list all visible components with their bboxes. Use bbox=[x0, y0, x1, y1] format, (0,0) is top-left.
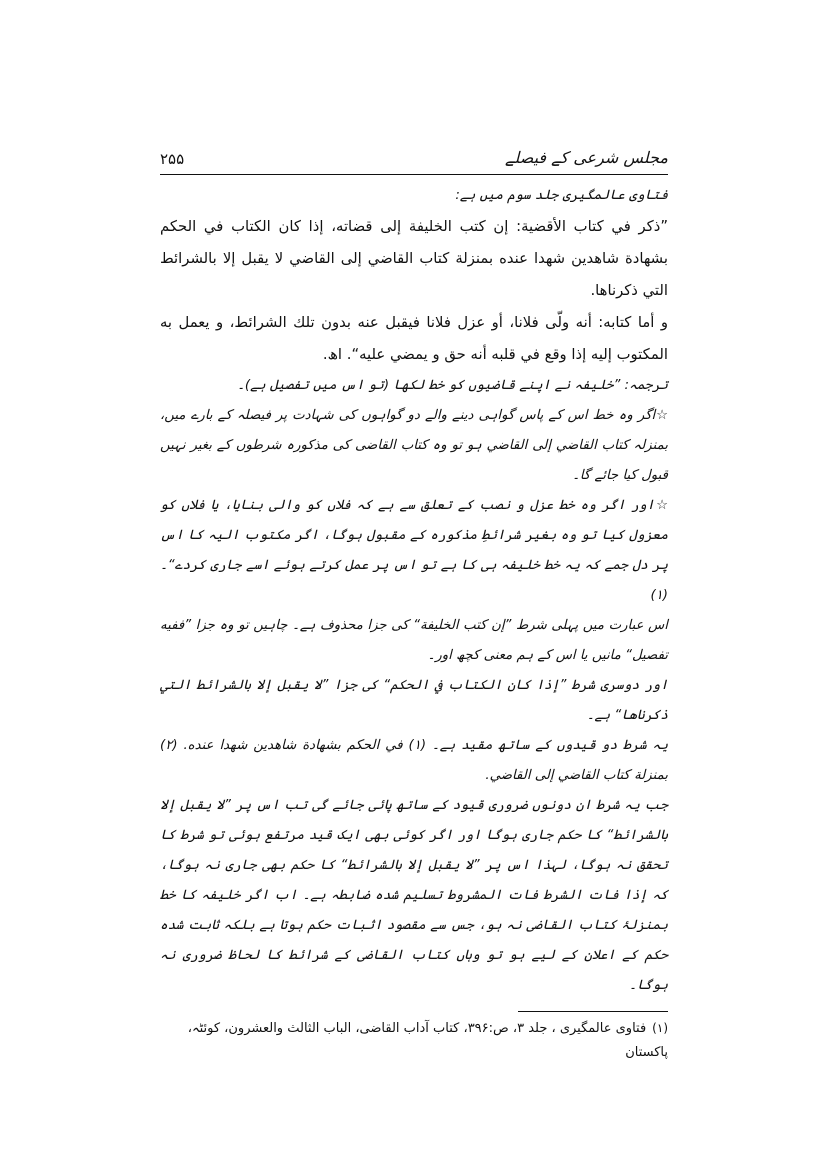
footnote-divider bbox=[518, 1011, 668, 1012]
analysis-paragraph-4: جب یہ شرط ان دونوں ضروری قیود کے ساتھ پائی جائے گی تب اس پر ”لا يقبل إلا بالشرائط“ کا حکم جاری ہوگا اور اگر کوئی بھی ایک قید مرتفع ہوئی تو شرط کا تحقق نہ ہوگا، لہذا اس پر ”لا يقبل إلا بالشرائط“ کا حکم بھی جاری نہ ہوگا، کہ إذا فات الشرط فات المشروط تسلیم شدہ ضابطہ ہے۔ اب اگر خلیفہ کا خط بمنزلۂ کتاب القاضی نہ ہو، جس سے مقصود اثبات حکم ہوتا ہے بلکہ ثابت شدہ حکم کے اعلان کے لیے ہو تو وہاں کتاب القاضی کے شرائط کا لحاظ ضروری نہ ہوگا۔ bbox=[160, 798, 668, 993]
page-body bbox=[160, 181, 668, 1001]
document-page bbox=[160, 148, 668, 1065]
translation-point-2: ☆اور اگر وہ خط عزل و نصب کے تعلق سے ہے کہ فلاں کو والی بنایا، یا فلاں کو معزول کیا تو وہ بغیر شرائطِ مذکورہ کے مقبول ہوگا، اگر مکتوب الیہ کا اس پر دل جمے کہ یہ خط خلیفہ ہی کا ہے تو اس پر عمل کرتے ہوئے اسے جاری کردے“۔(۱) bbox=[160, 498, 668, 603]
analysis-paragraph-1: اس عبارت میں پہلی شرط ”إن كتب الخليفة“ کی جزا محذوف ہے۔ چاہیں تو وہ جزا ”ففيه تفصيل“ مانیں یا اس کے ہم معنی کچھ اور۔ bbox=[160, 618, 668, 663]
translation-heading: ترجمہ: ”خلیفہ نے اپنے قاضیوں کو خط لکھا (تو اس میں تفصیل ہے)۔ bbox=[237, 378, 668, 393]
footnote bbox=[160, 1016, 668, 1065]
analysis-paragraph-2: اور دوسری شرط ”إذا كان الكتاب في الحكم“ کی جزا ”لا يقبل إلا بالشرائط التي ذكرناها“ ہے۔ bbox=[160, 678, 668, 723]
arabic-quote-1: ”ذكر في كتاب الأقضية: إن كتب الخليفة إلى قضاته، إذا كان الكتاب في الحكم بشهادة شاهدين شهدا عنده بمنزلة كتاب القاضي إلى القاضي لا يقبل إلا بالشرائط التي ذكرناها. bbox=[160, 218, 668, 299]
book-title: مجلس شرعی کے فیصلے bbox=[499, 148, 668, 167]
footnote-text: فتاوی عالمگیری ، جلد ۳، ص:۳۹۶، کتاب آداب القاضی، الباب الثالث والعشرون، کوئٹہ، پاکستان bbox=[187, 1021, 668, 1060]
arabic-quote-2: و أما كتابه: أنه ولّى فلانا، أو عزل فلانا فيقبل عنه بدون تلك الشرائط، و يعمل به المكتوب إليه إذا وقع في قلبه أنه حق و يمضي عليه“. اھ. bbox=[160, 314, 668, 363]
page-number: ۲۵۵ bbox=[160, 150, 190, 168]
intro-line: فتاوی عالمگیری جلد سوم میں ہے: bbox=[455, 188, 668, 203]
footnote-mark: (۱) bbox=[652, 1021, 668, 1035]
analysis-paragraph-3: یہ شرط دو قیدوں کے ساتھ مقید ہے۔ (۱) في الحكم بشهادة شاهدين شهدا عنده. (۲) بمنزلة كتاب القاضي إلى القاضي. bbox=[160, 738, 668, 783]
translation-point-1: ☆اگر وہ خط اس کے پاس گواہی دینے والے دو گواہوں کی شہادت پر فیصلہ کے بارے میں، بمنزلہ كتاب القاضي إلى القاضي ہو تو وہ کتاب القاضی کی مذکورہ شرطوں کے بغیر نہیں قبول کیا جائے گا۔ bbox=[160, 408, 668, 483]
running-header bbox=[160, 148, 668, 175]
